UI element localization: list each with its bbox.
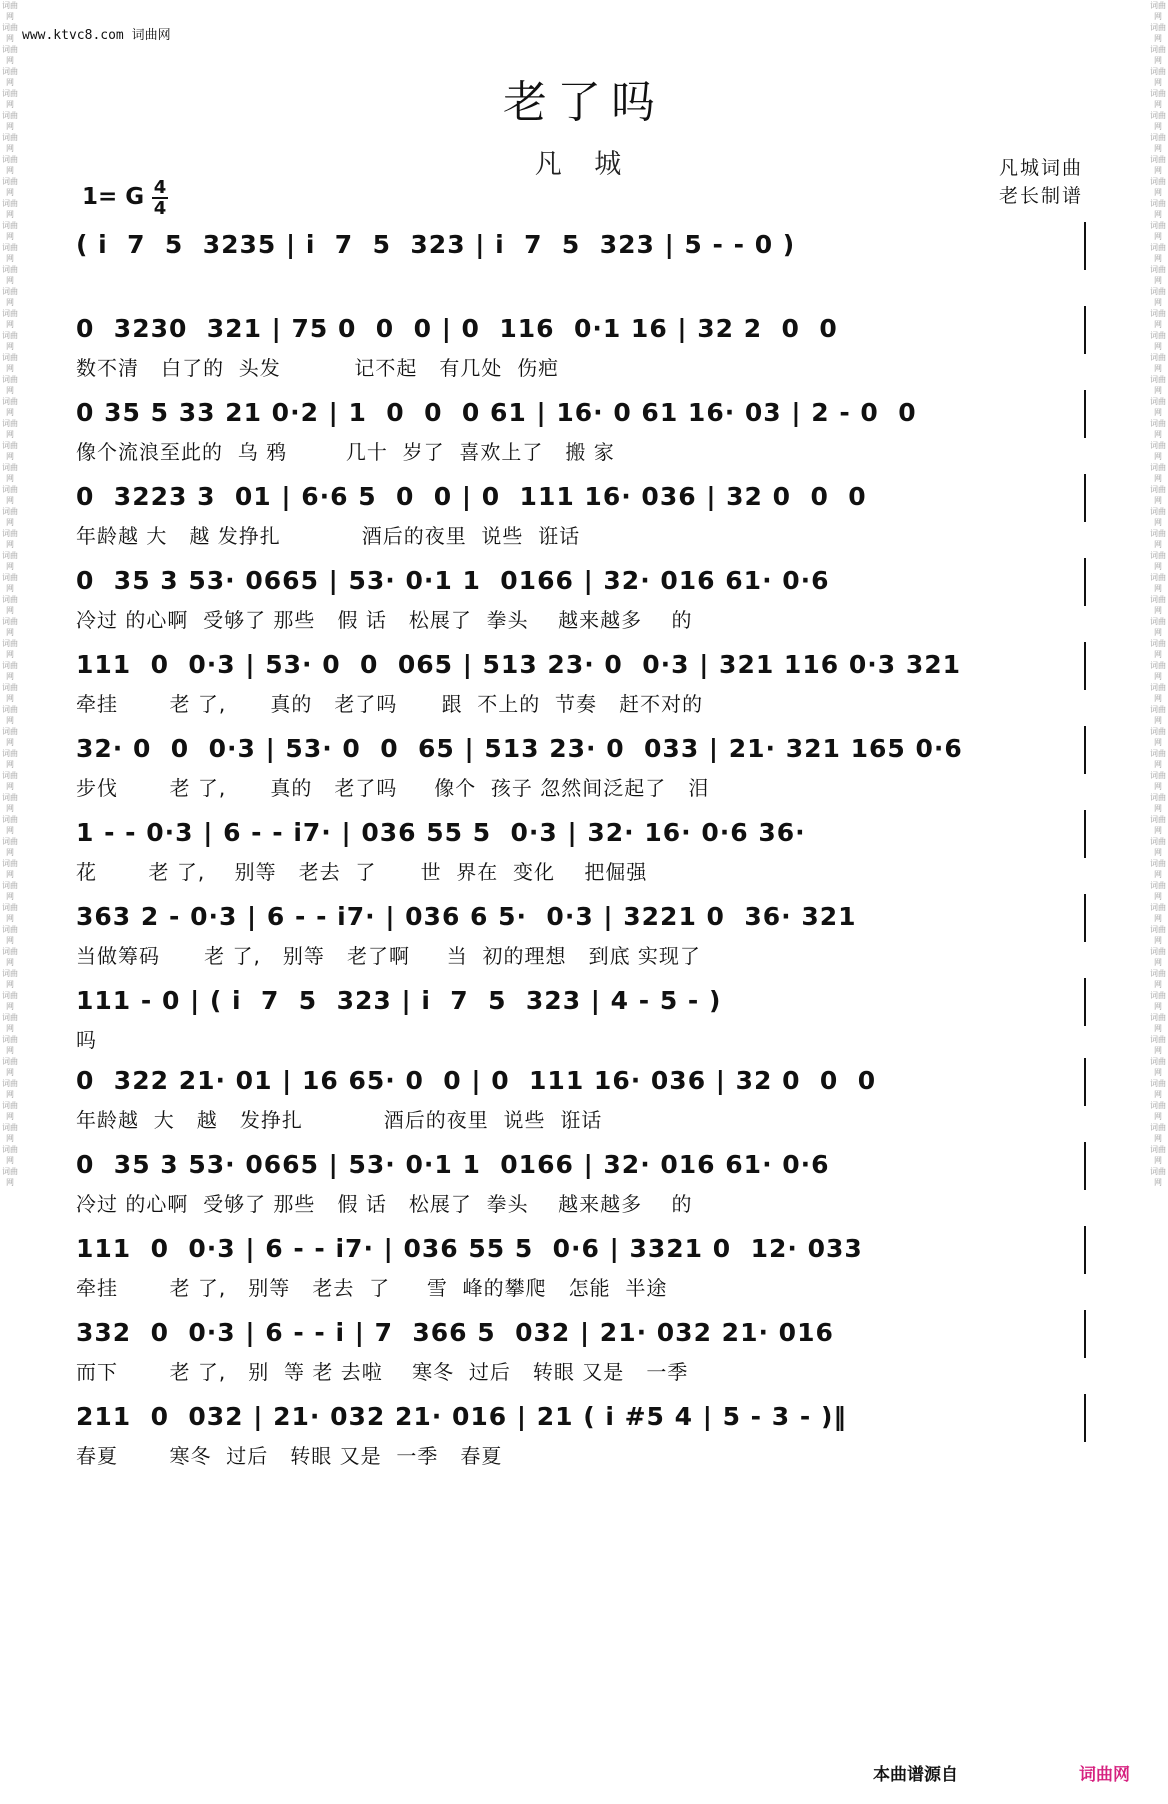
score-system bbox=[76, 464, 1086, 548]
barline-end bbox=[1084, 390, 1086, 438]
time-bottom: 4 bbox=[153, 198, 167, 219]
footer-source: 本曲谱源自 bbox=[873, 1765, 958, 1785]
barline-end bbox=[1084, 1226, 1086, 1274]
notation-line: 111 0 0·3 | 6 - - i7· | 036 55 5 0·6 | 3321 0 12· 033 bbox=[76, 1234, 863, 1263]
key-signature: 1= G bbox=[82, 184, 145, 210]
barline-end bbox=[1084, 306, 1086, 354]
lyrics-line: 年龄越 大 越 发挣扎 酒后的夜里 说些 诳话 bbox=[76, 524, 581, 548]
lyrics-line: 数不清 白了的 头发 记不起 有几处 伤疤 bbox=[76, 356, 560, 380]
notation-line: 0 35 3 53· 0665 | 53· 0·1 1 0166 | 32· 016 61· 0·6 bbox=[76, 1150, 830, 1179]
notation-line: 111 - 0 | ( i 7 5 323 | i 7 5 323 | 4 - 5 - ) bbox=[76, 986, 722, 1015]
notation-line: 0 3223 3 01 | 6·6 5 0 0 | 0 111 16· 036 | 32 0 0 0 bbox=[76, 482, 867, 511]
notation-line: 0 35 5 33 21 0·2 | 1 0 0 0 61 | 16· 0 61 16· 03 | 2 - 0 0 bbox=[76, 398, 917, 427]
notation-line: 332 0 0·3 | 6 - - i | 7 366 5 032 | 21· 032 21· 016 bbox=[76, 1318, 834, 1347]
lyrics-line: 步伐 老 了, 真的 老了吗 像个 孩子 忽然间泛起了 泪 bbox=[76, 776, 710, 800]
lyrics-line: 而下 老 了, 别 等 老 去啦 寒冬 过后 转眼 又是 一季 bbox=[76, 1360, 689, 1384]
lyricist-composer: 凡城词曲 bbox=[998, 157, 1083, 179]
barline-end bbox=[1084, 1058, 1086, 1106]
edge-watermark-right: 词曲网 词曲网 词曲网 词曲网 词曲网 词曲网 词曲网 词曲网 词曲网 词曲网 词曲网 词曲网 词曲网 词曲网 词曲网 词曲网 词曲网 词曲网 词曲网 词曲网 词曲网 词曲网 词曲网 词曲网 词曲网 词曲网 词曲网 词曲网 词曲网 词曲网 词曲网 词曲网 词曲网 词曲网 词曲网 词曲网 词曲网 词曲网 词曲网 词曲网 词曲网 词曲网 词曲网 词曲网 词曲网 词曲网 词曲网 词曲网 词曲网 词曲网 词曲网 词曲网 词曲网 词曲网 bbox=[1150, 1, 1166, 1187]
barline-end bbox=[1084, 726, 1086, 774]
barline-end bbox=[1084, 1394, 1086, 1442]
time-top: 4 bbox=[153, 177, 167, 198]
lyrics-line: 春夏 寒冬 过后 转眼 又是 一季 春夏 bbox=[76, 1444, 503, 1468]
score-system bbox=[76, 1384, 1086, 1468]
footer-brand[interactable]: 词曲网 bbox=[1079, 1765, 1130, 1785]
score-system bbox=[76, 1216, 1086, 1300]
song-title: 老了吗 bbox=[503, 77, 665, 128]
lyrics-line: 当做筹码 老 了, 别等 老了啊 当 初的理想 到底 实现了 bbox=[76, 944, 701, 968]
score-system bbox=[76, 884, 1086, 968]
barline-end bbox=[1084, 558, 1086, 606]
site-url[interactable]: www.ktvc8.com 词曲网 bbox=[22, 28, 171, 43]
edge-watermark-left: 词曲网 词曲网 词曲网 词曲网 词曲网 词曲网 词曲网 词曲网 词曲网 词曲网 词曲网 词曲网 词曲网 词曲网 词曲网 词曲网 词曲网 词曲网 词曲网 词曲网 词曲网 词曲网 词曲网 词曲网 词曲网 词曲网 词曲网 词曲网 词曲网 词曲网 词曲网 词曲网 词曲网 词曲网 词曲网 词曲网 词曲网 词曲网 词曲网 词曲网 词曲网 词曲网 词曲网 词曲网 词曲网 词曲网 词曲网 词曲网 词曲网 词曲网 词曲网 词曲网 词曲网 词曲网 bbox=[2, 1, 18, 1187]
singer: 凡 城 bbox=[534, 149, 634, 180]
barline-end bbox=[1084, 474, 1086, 522]
notation-line: 111 0 0·3 | 53· 0 0 065 | 513 23· 0 0·3 | 321 116 0·3 321 bbox=[76, 650, 961, 679]
notation-line: 0 322 21· 01 | 16 65· 0 0 | 0 111 16· 036 | 32 0 0 0 bbox=[76, 1066, 877, 1095]
score bbox=[76, 212, 1086, 1468]
barline-end bbox=[1084, 1142, 1086, 1190]
lyrics-line: 花 老 了, 别等 老去 了 世 界在 变化 把倔强 bbox=[76, 860, 648, 884]
score-system bbox=[76, 1132, 1086, 1216]
score-system bbox=[76, 296, 1086, 380]
barline-end bbox=[1084, 810, 1086, 858]
score-system bbox=[76, 1048, 1086, 1132]
notation-line: 211 0 032 | 21· 032 21· 016 | 21 ( i #5 4 | 5 - 3 - )‖ bbox=[76, 1402, 847, 1431]
score-system bbox=[76, 380, 1086, 464]
lyrics-line: 像个流浪至此的 乌 鸦 几十 岁了 喜欢上了 搬 家 bbox=[76, 440, 615, 464]
credits bbox=[999, 154, 1083, 210]
lyrics-line: 冷过 的心啊 受够了 那些 假 话 松展了 拳头 越来越多 的 bbox=[76, 1192, 693, 1216]
lyrics-line: 吗 bbox=[76, 1028, 97, 1052]
score-system bbox=[76, 716, 1086, 800]
lyrics-line: 牵挂 老 了, 别等 老去 了 雪 峰的攀爬 怎能 半途 bbox=[76, 1276, 668, 1300]
score-system bbox=[76, 1300, 1086, 1384]
score-system bbox=[76, 212, 1086, 296]
notation-line: 0 3230 321 | 75 0 0 0 | 0 116 0·1 16 | 32 2 0 0 bbox=[76, 314, 838, 343]
score-system bbox=[76, 548, 1086, 632]
lyrics-line: 冷过 的心啊 受够了 那些 假 话 松展了 拳头 越来越多 的 bbox=[76, 608, 693, 632]
barline-end bbox=[1084, 222, 1086, 270]
score-system bbox=[76, 632, 1086, 716]
barline-end bbox=[1084, 642, 1086, 690]
lyrics-line: 牵挂 老 了, 真的 老了吗 跟 不上的 节奏 赶不对的 bbox=[76, 692, 704, 716]
score-system bbox=[76, 800, 1086, 884]
notation-line: 32· 0 0 0·3 | 53· 0 0 65 | 513 23· 0 033 | 21· 321 165 0·6 bbox=[76, 734, 963, 763]
notation-line: ( i 7 5 3235 | i 7 5 323 | i 7 5 323 | 5 - - 0 ) bbox=[76, 230, 796, 259]
notation-line: 363 2 - 0·3 | 6 - - i7· | 036 6 5· 0·3 | 3221 0 36· 321 bbox=[76, 902, 857, 931]
barline-end bbox=[1084, 1310, 1086, 1358]
arranger: 老长制谱 bbox=[998, 185, 1083, 207]
notation-line: 1 - - 0·3 | 6 - - i7· | 036 55 5 0·3 | 32· 16· 0·6 36· bbox=[76, 818, 806, 847]
score-system bbox=[76, 968, 1086, 1052]
lyrics-line: 年龄越 大 越 发挣扎 酒后的夜里 说些 诳话 bbox=[76, 1108, 603, 1132]
barline-end bbox=[1084, 978, 1086, 1026]
notation-line: 0 35 3 53· 0665 | 53· 0·1 1 0166 | 32· 016 61· 0·6 bbox=[76, 566, 830, 595]
barline-end bbox=[1084, 894, 1086, 942]
